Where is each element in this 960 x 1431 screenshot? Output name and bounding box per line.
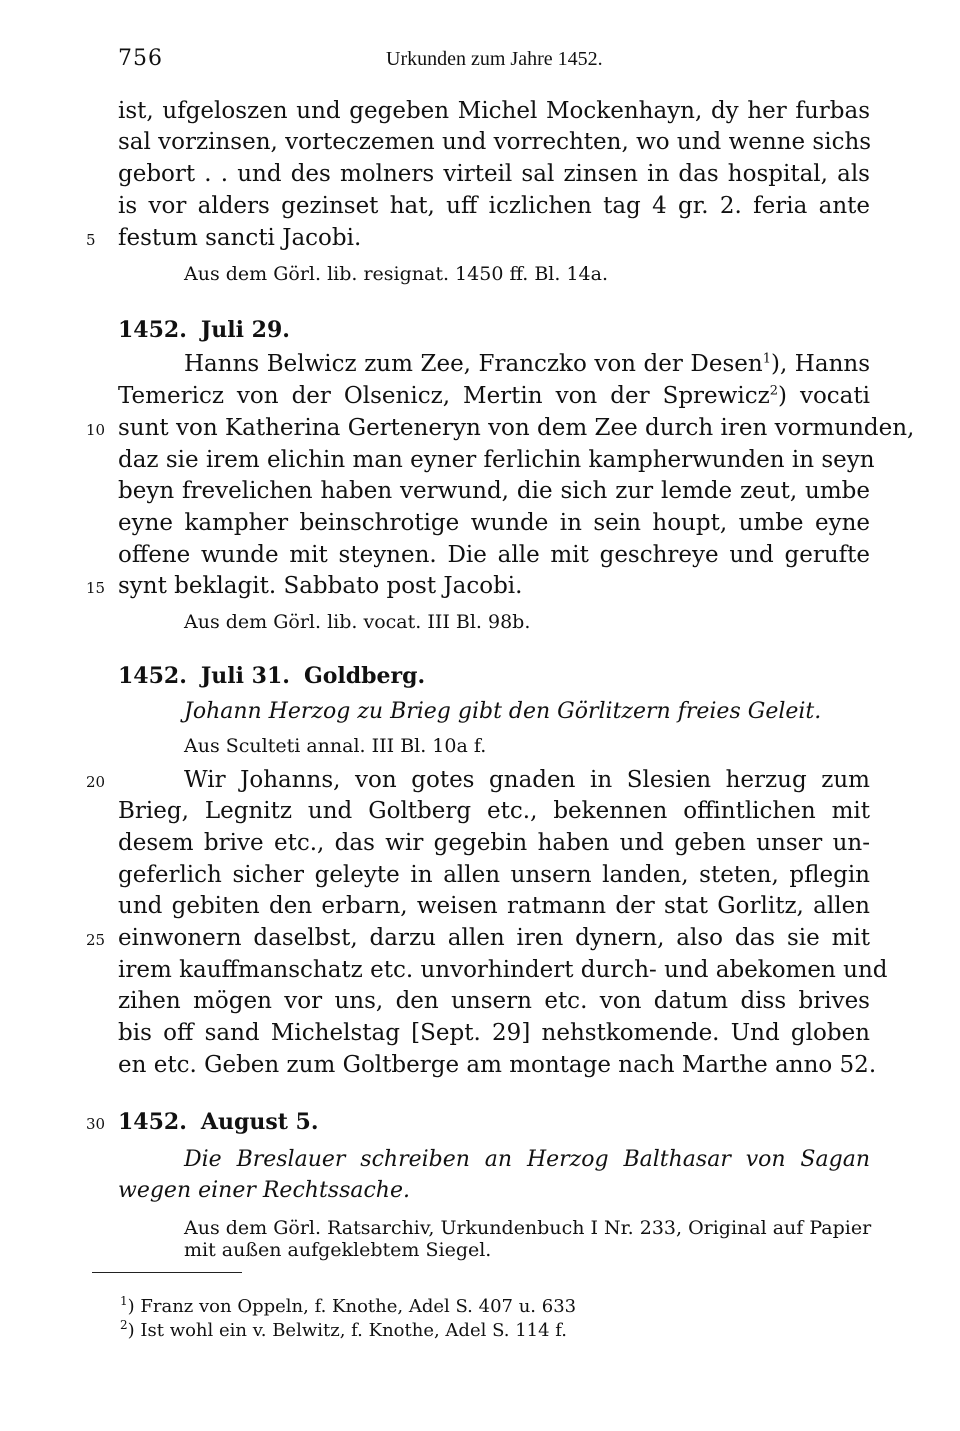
- text-line: beyn frevelichen haben verwund, die sich zur lemde zeut, umbe: [118, 478, 870, 504]
- entry-summary: Die Breslauer schreiben an Herzog Balthasar von Sagan: [184, 1147, 870, 1172]
- page-header: [118, 46, 870, 76]
- entry-heading: [118, 662, 870, 690]
- entry-heading: [118, 1108, 870, 1136]
- entry-date-day: Juli 31.: [200, 663, 290, 689]
- line-number: 25: [86, 931, 106, 949]
- entry-summary: Johann Herzog zu Brieg gibt den Görlitzern freies Geleit.: [184, 699, 822, 724]
- text-segment: ), Hanns: [770, 351, 870, 377]
- text-line: einwonern daselbst, darzu allen iren dynern, also das sie mit: [118, 925, 870, 951]
- text-line: eyne kampher beinschrotige wunde in sein houpt, umbe eyne: [118, 510, 870, 536]
- entry-date-day: Juli 29.: [200, 317, 290, 343]
- text-line: irem kauffmanschatz etc. unvorhindert durch- und abekomen und: [118, 957, 888, 983]
- footnote-ref: 1: [762, 351, 771, 367]
- text-line: Wir Johanns, von gotes gnaden in Slesien herzug zum: [184, 767, 870, 793]
- entry-date: 1452.: [118, 317, 187, 343]
- text-line: synt beklagit. Sabbato post Jacobi.: [118, 573, 523, 599]
- text-line: sunt von Katherina Gerteneryn von dem Zee durch iren vormunden,: [118, 415, 915, 441]
- entry-place: Goldberg.: [303, 663, 426, 689]
- source-citation: Aus dem Görl. lib. vocat. III Bl. 98b.: [184, 611, 531, 633]
- text-line: ist, ufgeloszen und gegeben Michel Mockenhayn, dy her furbas: [118, 98, 870, 124]
- source-citation: mit außen aufgeklebtem Siegel.: [184, 1239, 492, 1261]
- page-number: 756: [118, 46, 163, 71]
- entry-date: 1452.: [118, 663, 187, 689]
- text-line: desem brive etc., das wir gegebin haben und geben unser un-: [118, 830, 870, 856]
- source-citation: Aus dem Görl. Ratsarchiv, Urkundenbuch I Nr. 233, Original auf Papier: [184, 1217, 872, 1239]
- text-line: en etc. Geben zum Goltberge am montage nach Marthe anno 52.: [118, 1052, 877, 1078]
- footnote-ref: 2: [769, 383, 778, 399]
- footnote-mark: 2: [120, 1318, 128, 1332]
- entry-summary: wegen einer Rechtssache.: [118, 1178, 410, 1203]
- footnote-divider: [92, 1272, 242, 1273]
- text-segment: Temericz von der Olsenicz, Mertin von der Sprewicz: [118, 383, 770, 409]
- footnote-text: ) Ist wohl ein v. Belwitz, f. Knothe, Adel S. 114 f.: [127, 1320, 568, 1341]
- text-line: geferlich sicher geleyte in allen unsern landen, steten, pflegin: [118, 862, 870, 888]
- text-line: Brieg, Legnitz und Goltberg etc., bekennen offintlichen mit: [118, 798, 870, 824]
- line-number: 30: [86, 1115, 106, 1133]
- text-line: zihen mögen vor uns, den unsern etc. von datum diss brives: [118, 988, 870, 1014]
- text-line: [118, 382, 870, 410]
- source-citation: Aus dem Görl. lib. resignat. 1450 ff. Bl. 14a.: [184, 263, 609, 285]
- footnote-mark: 1: [120, 1294, 128, 1308]
- text-line: gebort . . und des molners virteil sal zinsen in das hospital, als: [118, 161, 870, 187]
- text-line: [118, 350, 870, 378]
- text-segment: ) vocati: [777, 383, 870, 409]
- text-line: is vor alders gezinset hat, uff iczlichen tag 4 gr. 2. feria ante: [118, 193, 870, 219]
- line-number: 10: [86, 421, 106, 439]
- line-number: 15: [86, 579, 106, 597]
- text-line: festum sancti Jacobi.: [118, 225, 362, 251]
- text-line: sal vorzinsen, vorteczemen und vorrechten, wo und wenne sichs: [118, 129, 872, 155]
- footnote-text: ) Franz von Oppeln, f. Knothe, Adel S. 407 u. 633: [127, 1296, 577, 1317]
- line-number: 5: [86, 231, 96, 249]
- source-citation: Aus Sculteti annal. III Bl. 10a f.: [184, 735, 487, 757]
- entry-date-day: August 5.: [200, 1109, 319, 1135]
- text-line: bis off sand Michelstag [Sept. 29] nehstkomende. Und globen: [118, 1020, 870, 1046]
- entry-date: 1452.: [118, 1109, 187, 1135]
- text-segment: Hanns Belwicz zum Zee, Franczko von der Desen: [184, 351, 763, 377]
- text-line: und gebiten den erbarn, weisen ratmann der stat Gorlitz, allen: [118, 893, 870, 919]
- line-number: 20: [86, 773, 106, 791]
- text-line: offene wunde mit steynen. Die alle mit geschreye und gerufte: [118, 542, 870, 568]
- running-title: Urkunden zum Jahre 1452.: [386, 48, 603, 70]
- text-line: daz sie irem elichin man eyner ferlichin kampherwunden in seyn: [118, 447, 875, 473]
- footnote: [120, 1314, 567, 1342]
- entry-heading: [118, 316, 870, 344]
